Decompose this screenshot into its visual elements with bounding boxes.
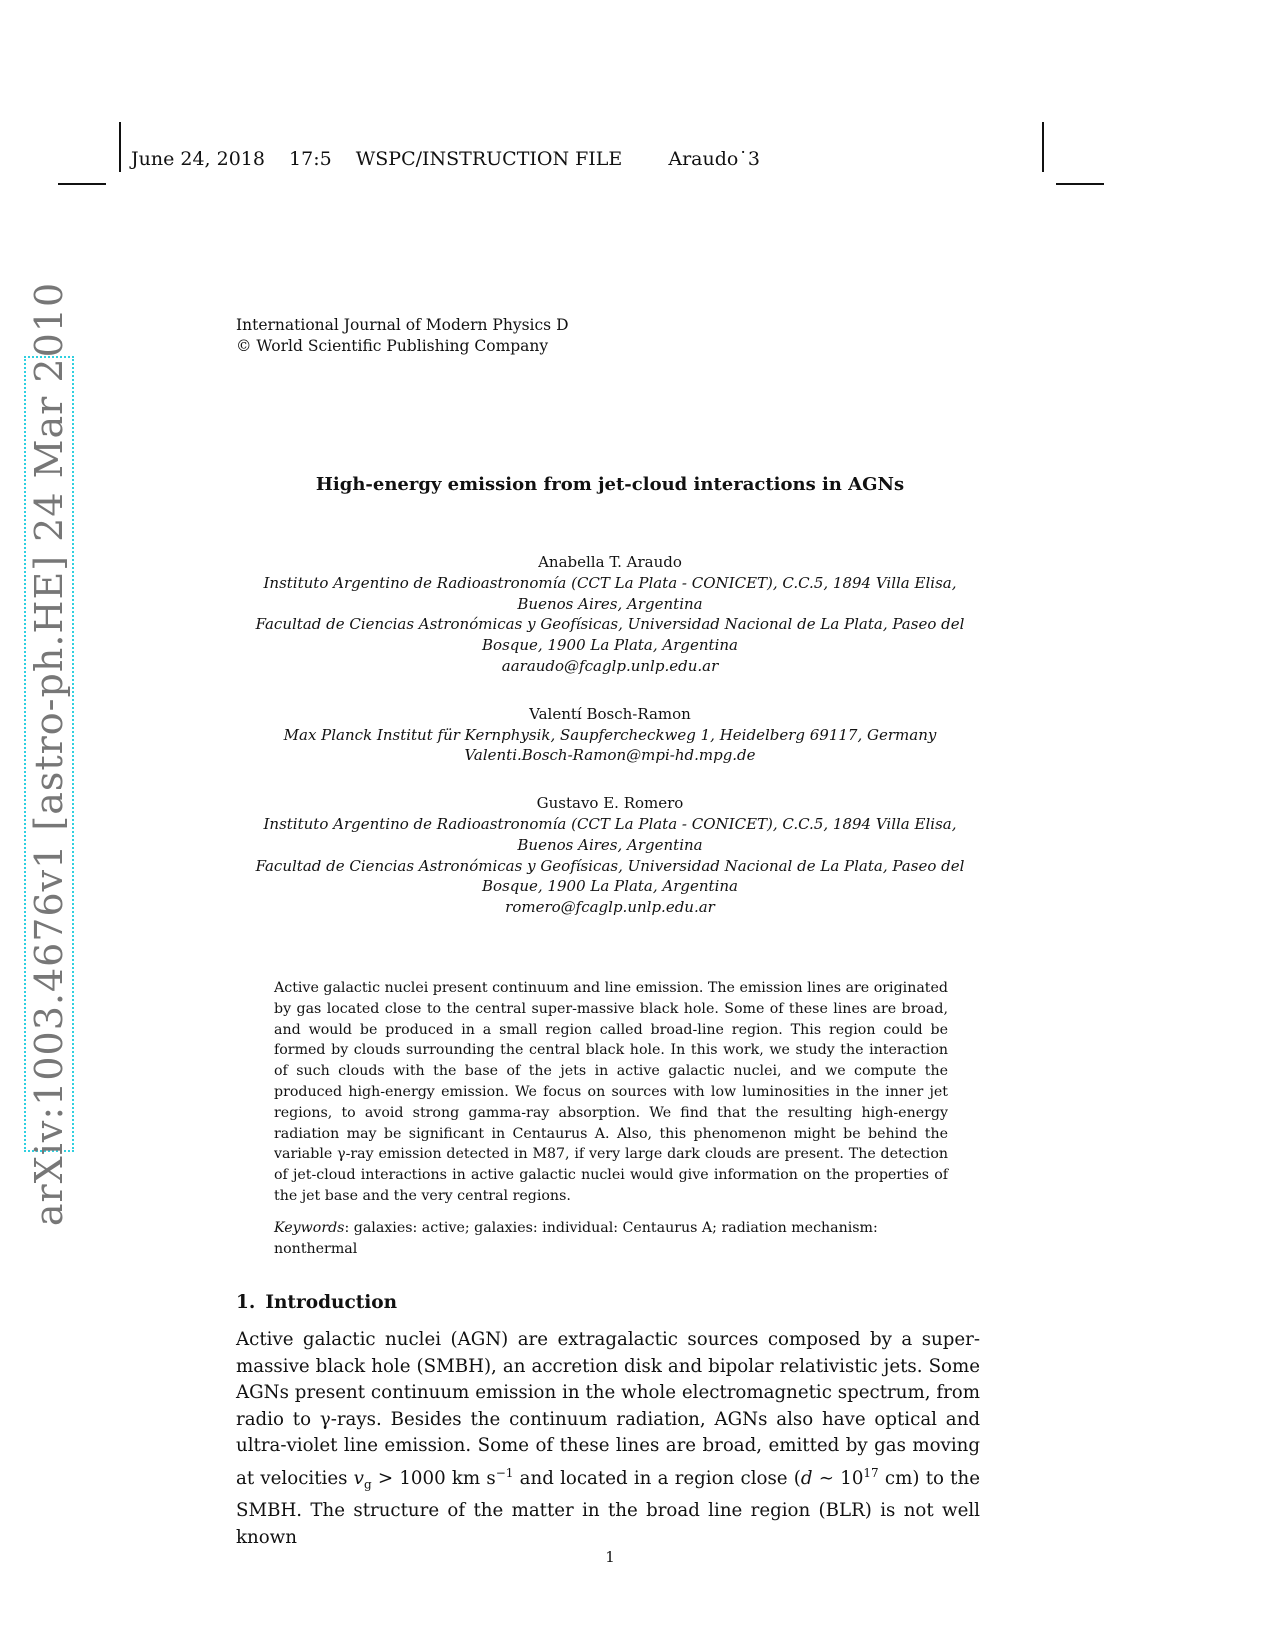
author-email[interactable]: aaraudo@fcaglp.unlp.edu.ar xyxy=(501,656,719,675)
intro-text: > 1000 km s xyxy=(371,1468,496,1490)
keywords-label: Keywords xyxy=(274,1220,345,1236)
author-name: Valentí Bosch-Ramon xyxy=(529,704,691,723)
header-date: June 24, 2018 xyxy=(131,148,265,170)
journal-info xyxy=(236,315,569,357)
author-block xyxy=(230,704,990,766)
section-number: 1. xyxy=(236,1292,256,1313)
abstract: Active galactic nuclei present continuum and line emission. The emission lines are originated by gas located close to the central super-massive black hole. Some of these lines are broad, and would be produced in a small region called broad-line region. This region could be formed by clouds surrounding the central black hole. In this work, we study the interaction of such clouds with the base of the jets in active galactic nuclei, and we compute the produced high-energy emission. We focus on sources with low luminosities in the inner jet regions, to avoid strong gamma-ray absorption. We find that the resulting high-energy radiation may be significant in Centaurus A. Also, this phenomenon might be behind the variable γ-ray emission detected in M87, if very large dark clouds are present. The detection of jet-cloud interactions in active galactic nuclei would give information on the properties of the jet base and the very central regions. xyxy=(274,980,948,1204)
author-affiliation: Instituto Argentino de Radioastronomía (CCT La Plata - CONICET), C.C.5, 1894 Villa Elisa, xyxy=(263,573,957,592)
journal-name: International Journal of Modern Physics D xyxy=(236,316,569,334)
exponent: 17 xyxy=(863,1465,879,1480)
author-affiliation: Facultad de Ciencias Astronómicas y Geofísicas, Universidad Nacional de La Plata, Paseo del xyxy=(255,856,965,875)
section-heading xyxy=(236,1292,397,1313)
header-time: 17:5 xyxy=(289,148,332,170)
running-header xyxy=(131,148,778,170)
paper-title: High-energy emission from jet-cloud interactions in AGNs xyxy=(315,474,905,495)
crop-mark-left-vertical xyxy=(119,122,121,172)
page-number: 1 xyxy=(605,1548,615,1566)
author-affiliation: Bosque, 1900 La Plata, Argentina xyxy=(482,877,738,896)
author-affiliation: Max Planck Institut für Kernphysik, Saupfercheckweg 1, Heidelberg 69117, Germany xyxy=(283,725,937,744)
author-email[interactable]: romero@fcaglp.unlp.edu.ar xyxy=(505,898,715,917)
header-file: WSPC/INSTRUCTION FILE xyxy=(355,148,623,170)
intro-text: cm) to the SMBH. The structure of the matter in the broad line region (BLR) is not well known xyxy=(236,1468,980,1548)
author-block xyxy=(230,793,990,918)
author-name: Gustavo E. Romero xyxy=(536,794,684,813)
keywords-text: : galaxies: active; galaxies: individual: Centaurus A; radiation mechanism: nonthermal xyxy=(274,1220,878,1257)
intro-text: and located in a region close ( xyxy=(513,1468,801,1490)
author-list xyxy=(230,552,990,945)
intro-text: Active galactic nuclei (AGN) are extragalactic sources composed by a super-massive black hole (SMBH), an accretion disk and bipolar relativistic jets. Some AGNs present continuum emission in the whole electromagnetic spectrum, from radio to γ-rays. Besides the continuum radiation, AGNs also have optical and ultra-violet line emission. Some of these lines are broad, emitted by gas moving at velocities xyxy=(236,1329,980,1490)
author-name: Anabella T. Araudo xyxy=(538,553,682,571)
crop-mark-left-horizontal xyxy=(58,183,106,185)
author-affiliation: Facultad de Ciencias Astronómicas y Geofísicas, Universidad Nacional de La Plata, Paseo del xyxy=(255,615,965,634)
author-affiliation: Bosque, 1900 La Plata, Argentina xyxy=(482,636,738,655)
header-jobname: Araudo˙3 xyxy=(668,148,760,170)
author-affiliation: Buenos Aires, Argentina xyxy=(517,835,703,854)
distance-symbol: d xyxy=(800,1468,813,1490)
intro-paragraph xyxy=(236,1327,980,1551)
velocity-symbol: v xyxy=(353,1468,364,1490)
author-email[interactable]: Valenti.Bosch-Ramon@mpi-hd.mpg.de xyxy=(464,746,756,765)
crop-mark-right-horizontal xyxy=(1056,183,1104,185)
arxiv-stamp-text: arXiv:1003.4676v1 [astro-ph.HE] 24 Mar 2010 xyxy=(27,281,72,1227)
journal-copyright: © World Scientific Publishing Company xyxy=(236,337,549,355)
author-affiliation: Instituto Argentino de Radioastronomía (CCT La Plata - CONICET), C.C.5, 1894 Villa Elisa, xyxy=(263,814,957,833)
author-affiliation: Buenos Aires, Argentina xyxy=(517,594,703,613)
velocity-subscript: g xyxy=(363,1477,372,1492)
section-title: Introduction xyxy=(265,1292,398,1313)
exponent: −1 xyxy=(495,1465,514,1480)
keywords xyxy=(274,1218,948,1260)
author-block xyxy=(230,552,990,677)
intro-text: ∼ 10 xyxy=(812,1468,864,1490)
crop-mark-right-vertical xyxy=(1042,122,1044,172)
